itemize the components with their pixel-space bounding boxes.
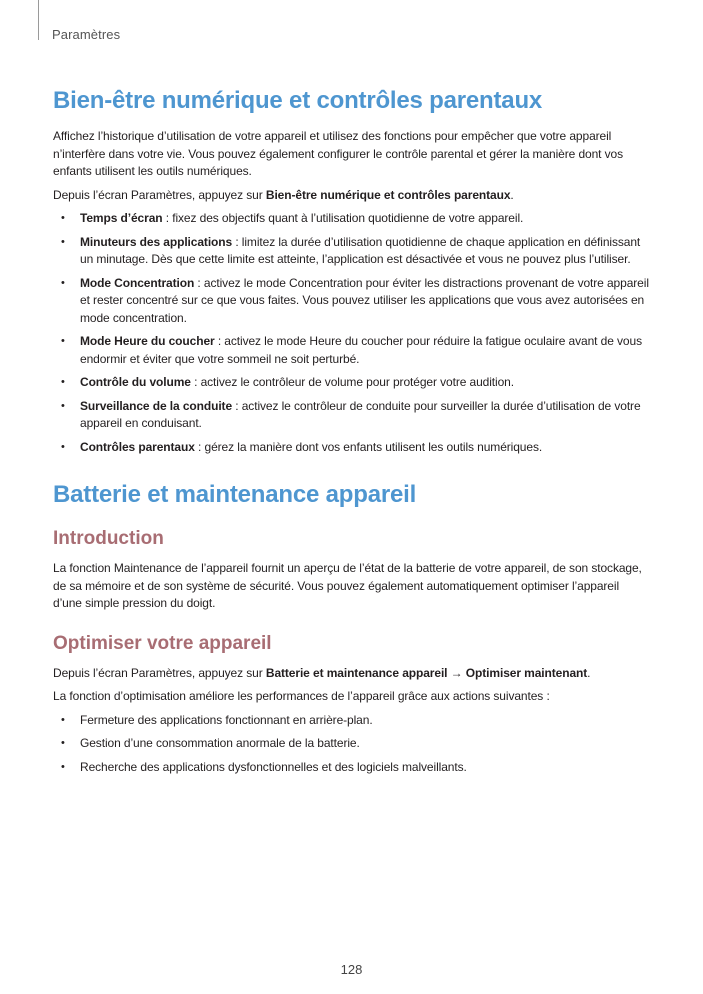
- list-item: • Gestion d’une consommation anormale de la batterie.: [61, 736, 360, 750]
- list-item: • Contrôles parentaux : gérez la manière dont vos enfants utilisent les outils numériques.: [61, 439, 543, 454]
- list-item: • Contrôle du volume : activez le contrôleur de volume pour protéger votre audition.: [61, 375, 514, 389]
- optimize-actions-list: [53, 712, 649, 777]
- list-item: • Minuteurs des applications : limitez la durée d’utilisation quotidienne de chaque application en définissant un minutage. Dès que cette limite est atteinte, l’application est désactivée et vous ne pouvez plus l’utiliser.: [61, 234, 641, 266]
- digital-wellbeing-path: Depuis l’écran Paramètres, appuyez sur Bien-être numérique et contrôles parentaux.: [53, 187, 514, 202]
- optimize-text: La fonction d’optimisation améliore les performances de l’appareil grâce aux actions suivantes :: [53, 689, 550, 703]
- page-number: 128: [340, 962, 363, 977]
- list-item: • Temps d’écran : fixez des objectifs quant à l’utilisation quotidienne de votre appareil.: [61, 211, 524, 225]
- list-item: • Surveillance de la conduite : activez le contrôleur de conduite pour surveiller la durée d’utilisation de votre appareil en conduisant.: [61, 398, 641, 430]
- section-title-battery-maintenance: Batterie et maintenance appareil: [53, 481, 417, 508]
- battery-intro-text: La fonction Maintenance de l’appareil fournit un aperçu de l’état de la batterie de votre appareil, de son stockage, de sa mémoire et de son système de sécurité. Vous pouvez également automatiquement optimiser l’appareil d’une simple pression du doigt.: [53, 561, 642, 610]
- digital-wellbeing-list: [53, 210, 649, 456]
- list-item: • Fermeture des applications fonctionnant en arrière-plan.: [61, 712, 373, 727]
- optimize-path: Depuis l’écran Paramètres, appuyez sur Batterie et maintenance appareil → Optimiser maintenant.: [53, 665, 591, 680]
- list-item: • Mode Heure du coucher : activez le mode Heure du coucher pour réduire la fatigue oculaire avant de vous endormir et éviter que votre sommeil ne soit perturbé.: [61, 334, 642, 366]
- list-item: • Mode Concentration : activez le mode Concentration pour éviter les distractions provenant de votre appareil et rester concentré sur ce que vous faites. Vous pouvez utiliser les applications que vous avez autorisées en mode concentration.: [61, 275, 649, 325]
- digital-wellbeing-intro: Affichez l’historique d’utilisation de votre appareil et utilisez des fonctions pour empêcher que votre appareil n’interfère dans votre vie. Vous pouvez également configurer le contrôle parental et gérer la manière dont vos enfants utilisent les outils numériques.: [53, 129, 624, 178]
- subsection-title-optimize: Optimiser votre appareil: [53, 632, 272, 654]
- page-content: [53, 84, 649, 782]
- running-header: Paramètres: [52, 27, 121, 42]
- header-rule: [38, 0, 39, 40]
- subsection-title-introduction: Introduction: [53, 528, 164, 549]
- list-item: • Recherche des applications dysfonctionnelles et des logiciels malveillants.: [61, 759, 467, 774]
- section-title-digital-wellbeing: Bien-être numérique et contrôles parentaux: [53, 87, 543, 114]
